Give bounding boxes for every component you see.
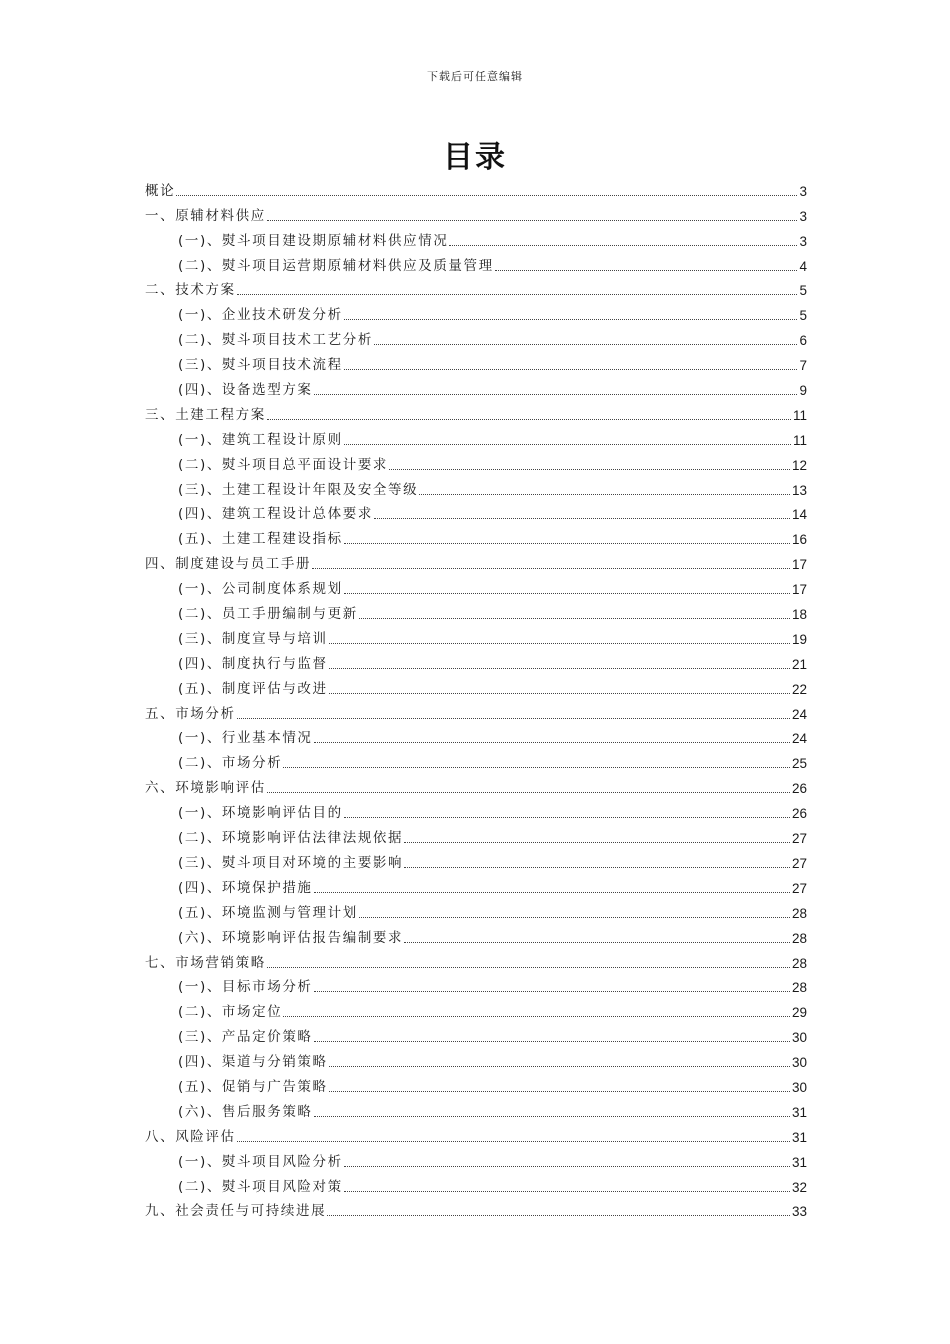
dot-leader xyxy=(359,618,790,619)
dot-leader xyxy=(267,220,798,221)
toc-entry-label: (二)、环境影响评估法律法规依据 xyxy=(178,830,404,847)
toc-entry[interactable] xyxy=(145,374,807,399)
toc-entry-page-number: 22 xyxy=(791,681,807,697)
toc-entry-label: (二)、熨斗项目技术工艺分析 xyxy=(178,332,373,349)
toc-entry[interactable] xyxy=(145,399,807,424)
dot-leader xyxy=(314,892,790,893)
toc-entry-page-number: 28 xyxy=(791,930,807,946)
toc-entry-label: 概论 xyxy=(145,182,176,199)
toc-entry-page-number: 9 xyxy=(799,383,807,399)
toc-entry-label: 四、制度建设与员工手册 xyxy=(145,556,312,573)
toc-entry-label: (二)、熨斗项目运营期原辅材料供应及质量管理 xyxy=(178,257,494,274)
toc-entry[interactable] xyxy=(145,1146,807,1171)
dot-leader xyxy=(404,942,790,943)
dot-leader xyxy=(314,991,790,992)
toc-entry-page-number: 3 xyxy=(799,183,807,199)
toc-entry[interactable] xyxy=(145,250,807,275)
dot-leader xyxy=(327,1215,790,1216)
toc-entry[interactable] xyxy=(145,822,807,847)
toc-entry[interactable] xyxy=(145,847,807,872)
toc-entry-label: 七、市场营销策略 xyxy=(145,954,266,971)
toc-entry-page-number: 16 xyxy=(791,532,807,548)
dot-leader xyxy=(344,543,790,544)
toc-entry-label: (二)、员工手册编制与更新 xyxy=(178,606,358,623)
toc-entry-page-number: 31 xyxy=(791,1154,807,1170)
toc-entry[interactable] xyxy=(145,275,807,300)
toc-entry[interactable] xyxy=(145,996,807,1021)
toc-entry[interactable] xyxy=(145,548,807,573)
toc-entry-label: (五)、制度评估与改进 xyxy=(178,680,328,697)
toc-entry-label: (一)、企业技术研发分析 xyxy=(178,307,343,324)
dot-leader xyxy=(344,593,790,594)
dot-leader xyxy=(359,917,790,918)
toc-entry-page-number: 27 xyxy=(791,831,807,847)
toc-entry[interactable] xyxy=(145,747,807,772)
toc-entry[interactable] xyxy=(145,424,807,449)
toc-entry-label: (四)、设备选型方案 xyxy=(178,382,313,399)
toc-entry[interactable] xyxy=(145,573,807,598)
toc-entry[interactable] xyxy=(145,598,807,623)
toc-entry[interactable] xyxy=(145,499,807,524)
toc-entry-page-number: 28 xyxy=(791,980,807,996)
toc-entry-page-number: 32 xyxy=(791,1179,807,1195)
toc-entry-page-number: 26 xyxy=(791,806,807,822)
dot-leader xyxy=(329,1066,790,1067)
toc-entry-label: (四)、环境保护措施 xyxy=(178,879,313,896)
toc-entry[interactable] xyxy=(145,175,807,200)
toc-entry-page-number: 7 xyxy=(799,358,807,374)
toc-entry[interactable] xyxy=(145,1046,807,1071)
toc-entry-label: (二)、熨斗项目总平面设计要求 xyxy=(178,456,389,473)
header-note: 下载后可任意编辑 xyxy=(427,70,523,83)
toc-entry-label: 二、技术方案 xyxy=(145,282,236,299)
toc-entry-label: (一)、熨斗项目建设期原辅材料供应情况 xyxy=(178,232,449,249)
toc-entry-page-number: 11 xyxy=(792,407,807,423)
toc-entry-page-number: 24 xyxy=(791,731,807,747)
toc-entry[interactable] xyxy=(145,474,807,499)
toc-title: 目录 xyxy=(443,140,507,175)
toc-entry-label: (一)、行业基本情况 xyxy=(178,730,313,747)
toc-entry[interactable] xyxy=(145,797,807,822)
toc-entry-page-number: 24 xyxy=(791,706,807,722)
toc-entry-label: (二)、熨斗项目风险对策 xyxy=(178,1178,343,1195)
dot-leader xyxy=(314,1041,790,1042)
toc-entry[interactable] xyxy=(145,698,807,723)
dot-leader xyxy=(404,867,790,868)
toc-entry-label: 五、市场分析 xyxy=(145,705,236,722)
toc-entry[interactable] xyxy=(145,623,807,648)
dot-leader xyxy=(404,842,790,843)
toc-entry[interactable] xyxy=(145,897,807,922)
dot-leader xyxy=(344,444,791,445)
dot-leader xyxy=(344,1166,790,1167)
toc-entry-label: (三)、土建工程设计年限及安全等级 xyxy=(178,481,419,498)
toc-entry-label: (一)、公司制度体系规划 xyxy=(178,581,343,598)
dot-leader xyxy=(237,294,798,295)
dot-leader xyxy=(314,394,798,395)
toc-entry[interactable] xyxy=(145,299,807,324)
toc-entry-label: (一)、目标市场分析 xyxy=(178,979,313,996)
toc-entry-label: 三、土建工程方案 xyxy=(145,406,266,423)
toc-entry-label: (三)、制度宣导与培训 xyxy=(178,630,328,647)
toc-entry-label: 九、社会责任与可持续进展 xyxy=(145,1203,327,1220)
toc-entry[interactable] xyxy=(145,1021,807,1046)
toc-entry[interactable] xyxy=(145,972,807,997)
toc-entry-page-number: 11 xyxy=(792,432,807,448)
toc-entry-page-number: 28 xyxy=(791,955,807,971)
dot-leader xyxy=(314,1116,790,1117)
dot-leader xyxy=(374,518,790,519)
toc-entry-page-number: 18 xyxy=(791,607,807,623)
dot-leader xyxy=(419,494,790,495)
dot-leader xyxy=(329,693,790,694)
toc-entry[interactable] xyxy=(145,673,807,698)
toc-entry-page-number: 30 xyxy=(791,1030,807,1046)
toc-entry-page-number: 30 xyxy=(791,1079,807,1095)
toc-entry[interactable] xyxy=(145,523,807,548)
toc-entry-page-number: 28 xyxy=(791,905,807,921)
dot-leader xyxy=(237,1141,790,1142)
toc-entry-page-number: 13 xyxy=(791,482,807,498)
dot-leader xyxy=(344,369,798,370)
dot-leader xyxy=(267,967,790,968)
dot-leader xyxy=(314,742,790,743)
toc-entry[interactable] xyxy=(145,1196,807,1221)
toc-entry-page-number: 6 xyxy=(799,333,807,349)
toc-entry-page-number: 27 xyxy=(791,855,807,871)
toc-entry-page-number: 5 xyxy=(799,308,807,324)
toc-entry-page-number: 17 xyxy=(791,582,807,598)
toc-entry-label: (六)、环境影响评估报告编制要求 xyxy=(178,929,404,946)
toc-entry[interactable] xyxy=(145,1071,807,1096)
dot-leader xyxy=(344,1191,790,1192)
dot-leader xyxy=(267,419,791,420)
toc-entry-label: (五)、土建工程建设指标 xyxy=(178,531,343,548)
toc-entry[interactable] xyxy=(145,922,807,947)
toc-entry-page-number: 5 xyxy=(799,283,807,299)
toc-entry-page-number: 33 xyxy=(791,1204,807,1220)
toc-entry-label: (三)、熨斗项目对环境的主要影响 xyxy=(178,854,404,871)
toc-entry-page-number: 3 xyxy=(799,208,807,224)
toc-entry-label: 一、原辅材料供应 xyxy=(145,207,266,224)
dot-leader xyxy=(329,643,790,644)
toc-entry-label: (五)、促销与广告策略 xyxy=(178,1078,328,1095)
toc-entry-page-number: 31 xyxy=(791,1104,807,1120)
toc-entry-page-number: 30 xyxy=(791,1055,807,1071)
toc-entry-label: (四)、渠道与分销策略 xyxy=(178,1054,328,1071)
toc-entry-label: (二)、市场定位 xyxy=(178,1004,283,1021)
dot-leader xyxy=(329,668,790,669)
toc-entry[interactable] xyxy=(145,449,807,474)
toc-entry-label: (一)、建筑工程设计原则 xyxy=(178,431,343,448)
toc-entry-label: 八、风险评估 xyxy=(145,1128,236,1145)
toc-entry[interactable] xyxy=(145,947,807,972)
dot-leader xyxy=(283,767,790,768)
toc-entry-label: 六、环境影响评估 xyxy=(145,780,266,797)
toc-entry[interactable] xyxy=(145,872,807,897)
toc-entry-page-number: 19 xyxy=(791,631,807,647)
table-of-contents xyxy=(145,175,807,1220)
toc-entry-page-number: 21 xyxy=(791,656,807,672)
dot-leader xyxy=(312,568,790,569)
toc-entry-page-number: 12 xyxy=(791,457,807,473)
toc-entry[interactable] xyxy=(145,723,807,748)
toc-entry[interactable] xyxy=(145,648,807,673)
toc-entry[interactable] xyxy=(145,1171,807,1196)
toc-entry-page-number: 31 xyxy=(791,1129,807,1145)
toc-entry[interactable] xyxy=(145,772,807,797)
toc-entry-label: (一)、环境影响评估目的 xyxy=(178,805,343,822)
toc-entry[interactable] xyxy=(145,324,807,349)
dot-leader xyxy=(344,319,798,320)
toc-entry[interactable] xyxy=(145,1096,807,1121)
dot-leader xyxy=(283,1016,790,1017)
dot-leader xyxy=(389,469,790,470)
dot-leader xyxy=(495,270,798,271)
dot-leader xyxy=(267,792,790,793)
toc-entry-label: (二)、市场分析 xyxy=(178,755,283,772)
toc-entry[interactable] xyxy=(145,225,807,250)
toc-entry-label: (五)、环境监测与管理计划 xyxy=(178,904,358,921)
toc-entry-page-number: 3 xyxy=(799,233,807,249)
toc-entry-label: (四)、制度执行与监督 xyxy=(178,655,328,672)
toc-entry-label: (一)、熨斗项目风险分析 xyxy=(178,1153,343,1170)
toc-entry-page-number: 27 xyxy=(791,880,807,896)
toc-entry-label: (四)、建筑工程设计总体要求 xyxy=(178,506,373,523)
dot-leader xyxy=(237,718,790,719)
dot-leader xyxy=(344,817,790,818)
toc-entry[interactable] xyxy=(145,349,807,374)
dot-leader xyxy=(176,195,797,196)
toc-entry-page-number: 25 xyxy=(791,756,807,772)
toc-entry-label: (三)、产品定价策略 xyxy=(178,1029,313,1046)
toc-entry-label: (三)、熨斗项目技术流程 xyxy=(178,357,343,374)
dot-leader xyxy=(329,1091,790,1092)
toc-entry-page-number: 4 xyxy=(799,258,807,274)
toc-entry-page-number: 26 xyxy=(791,781,807,797)
dot-leader xyxy=(449,245,797,246)
toc-entry-page-number: 14 xyxy=(791,507,807,523)
dot-leader xyxy=(374,344,798,345)
toc-entry-label: (六)、售后服务策略 xyxy=(178,1103,313,1120)
toc-entry[interactable] xyxy=(145,1121,807,1146)
toc-entry-page-number: 17 xyxy=(791,557,807,573)
toc-entry[interactable] xyxy=(145,200,807,225)
toc-entry-page-number: 29 xyxy=(791,1005,807,1021)
